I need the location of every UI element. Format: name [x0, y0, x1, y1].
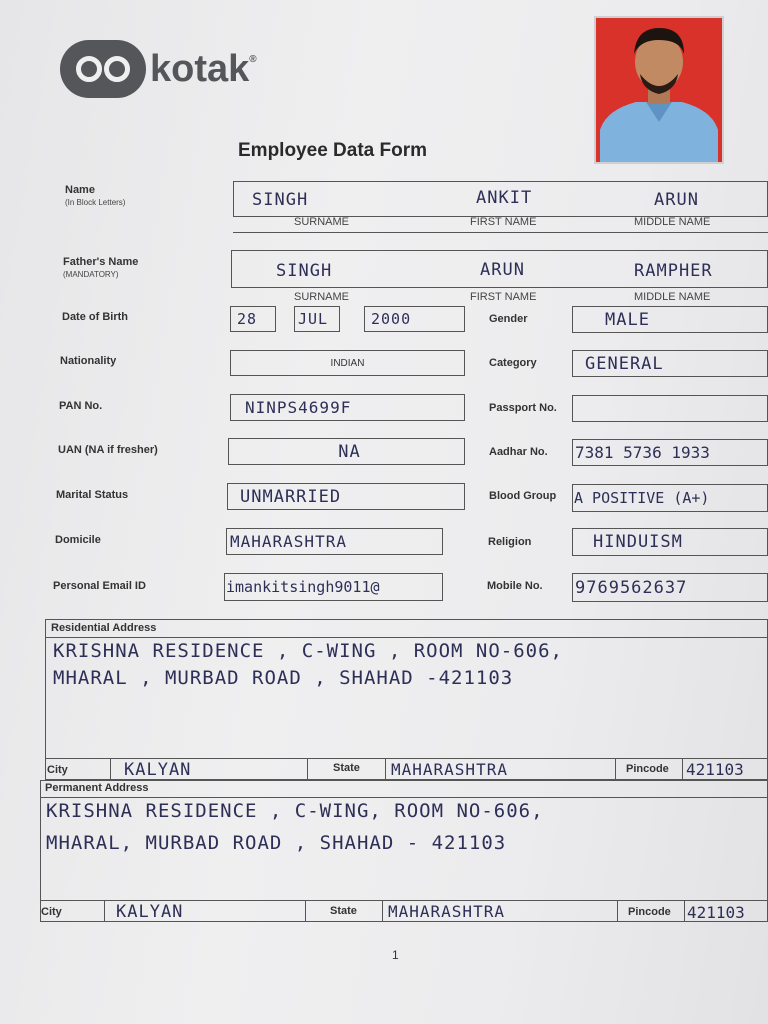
- domicile-value: MAHARASHTRA: [230, 532, 347, 551]
- gender-field[interactable]: [572, 306, 768, 333]
- divider: [307, 758, 308, 780]
- dob-year-field[interactable]: [364, 306, 465, 332]
- religion-field[interactable]: [572, 528, 768, 556]
- surname-value: SINGH: [252, 190, 309, 210]
- applicant-photo: [594, 16, 724, 164]
- first-name-caption: FIRST NAME: [470, 216, 537, 228]
- uan-field[interactable]: [228, 438, 465, 465]
- res-pincode-value: 421103: [686, 760, 744, 779]
- passport-field[interactable]: [572, 395, 768, 422]
- nationality-value: INDIAN: [330, 357, 365, 369]
- residential-address-label: Residential Address: [51, 622, 157, 634]
- dob-month-field[interactable]: [294, 306, 340, 332]
- divider: [684, 900, 685, 922]
- divider: [233, 232, 768, 233]
- nationality-field[interactable]: [230, 350, 465, 376]
- divider: [45, 758, 768, 759]
- religion-label: Religion: [488, 536, 532, 548]
- dob-year-value: 2000: [371, 310, 412, 328]
- email-label: Personal Email ID: [53, 580, 146, 592]
- category-field[interactable]: [572, 350, 768, 377]
- marital-label: Marital Status: [56, 489, 129, 501]
- name-field[interactable]: [233, 181, 768, 217]
- category-label: Category: [489, 357, 537, 369]
- mobile-value: 9769562637: [575, 577, 688, 598]
- res-state-value: MAHARASHTRA: [391, 760, 508, 779]
- perm-city-value: KALYAN: [116, 902, 184, 922]
- residential-line-1: KRISHNA RESIDENCE , C-WING , ROOM NO-606,: [53, 640, 563, 662]
- father-first-caption: FIRST NAME: [470, 291, 537, 303]
- kotak-logo-mark-icon: [60, 40, 146, 98]
- father-middle-value: RAMPHER: [634, 261, 713, 281]
- blood-group-field[interactable]: [572, 484, 768, 512]
- pan-label: PAN No.: [59, 400, 103, 412]
- residential-line-2: MHARAL , MURBAD ROAD , SHAHAD -421103: [53, 667, 514, 689]
- divider: [382, 900, 383, 922]
- mobile-field[interactable]: [572, 573, 768, 602]
- middle-name-value: ARUN: [654, 190, 699, 210]
- divider: [682, 758, 683, 780]
- divider: [615, 758, 616, 780]
- marital-value: UNMARRIED: [240, 486, 342, 507]
- perm-city-label: City: [41, 906, 62, 918]
- form-title: Employee Data Form: [238, 140, 427, 161]
- father-middle-caption: MIDDLE NAME: [634, 291, 711, 303]
- divider: [40, 797, 768, 798]
- father-surname-value: SINGH: [276, 261, 333, 281]
- domicile-field[interactable]: [226, 528, 443, 555]
- pan-value: NINPS4699F: [245, 398, 352, 417]
- dob-day-value: 28: [237, 310, 258, 328]
- divider: [385, 758, 386, 780]
- perm-state-value: MAHARASHTRA: [388, 902, 505, 921]
- blood-group-label: Blood Group: [489, 490, 557, 502]
- perm-pincode-value: 421103: [687, 903, 745, 922]
- res-city-value: KALYAN: [124, 760, 192, 780]
- surname-caption: SURNAME: [294, 216, 350, 228]
- page-number: 1: [392, 948, 399, 962]
- divider: [45, 637, 768, 638]
- dob-day-field[interactable]: [230, 306, 276, 332]
- gender-value: MALE: [605, 309, 650, 330]
- marital-field[interactable]: [227, 483, 465, 510]
- logo-text: kotak®: [150, 47, 257, 90]
- nationality-label: Nationality: [60, 355, 117, 367]
- permanent-line-1: KRISHNA RESIDENCE , C-WING, ROOM NO-606,: [46, 800, 544, 822]
- aadhar-value: 7381 5736 1933: [575, 443, 710, 462]
- pan-field[interactable]: [230, 394, 465, 421]
- aadhar-label: Aadhar No.: [489, 446, 548, 458]
- gender-label: Gender: [489, 313, 528, 325]
- father-first-value: ARUN: [480, 260, 525, 280]
- uan-value: NA: [338, 441, 361, 462]
- middle-name-caption: MIDDLE NAME: [634, 216, 711, 228]
- divider: [110, 758, 111, 780]
- res-city-label: City: [47, 764, 68, 776]
- email-value: imankitsingh9011@: [226, 578, 380, 596]
- dob-month-value: JUL: [298, 310, 329, 328]
- mobile-label: Mobile No.: [487, 580, 543, 592]
- perm-pincode-label: Pincode: [628, 906, 671, 918]
- father-surname-caption: SURNAME: [294, 291, 350, 303]
- aadhar-field[interactable]: [572, 439, 768, 466]
- blood-group-value: A POSITIVE (A+): [574, 489, 710, 507]
- res-state-label: State: [333, 762, 360, 774]
- divider: [104, 900, 105, 922]
- email-field[interactable]: [224, 573, 443, 601]
- father-name-field[interactable]: [231, 250, 768, 288]
- res-pincode-label: Pincode: [626, 763, 669, 775]
- permanent-line-2: MHARAL, MURBAD ROAD , SHAHAD - 421103: [46, 832, 507, 854]
- kotak-logo: [60, 40, 257, 98]
- father-name-label: Father's Name (MANDATORY): [63, 256, 139, 279]
- uan-label: UAN (NA if fresher): [58, 444, 158, 456]
- category-value: GENERAL: [585, 353, 664, 374]
- religion-value: HINDUISM: [593, 532, 683, 552]
- name-label: Name (In Block Letters): [65, 184, 126, 207]
- domicile-label: Domicile: [55, 534, 101, 546]
- permanent-address-label: Permanent Address: [45, 782, 149, 794]
- first-name-value: ANKIT: [476, 188, 533, 208]
- divider: [305, 900, 306, 922]
- passport-label: Passport No.: [489, 402, 557, 414]
- perm-state-label: State: [330, 905, 357, 917]
- divider: [617, 900, 618, 922]
- dob-label: Date of Birth: [62, 311, 128, 323]
- divider: [40, 900, 768, 901]
